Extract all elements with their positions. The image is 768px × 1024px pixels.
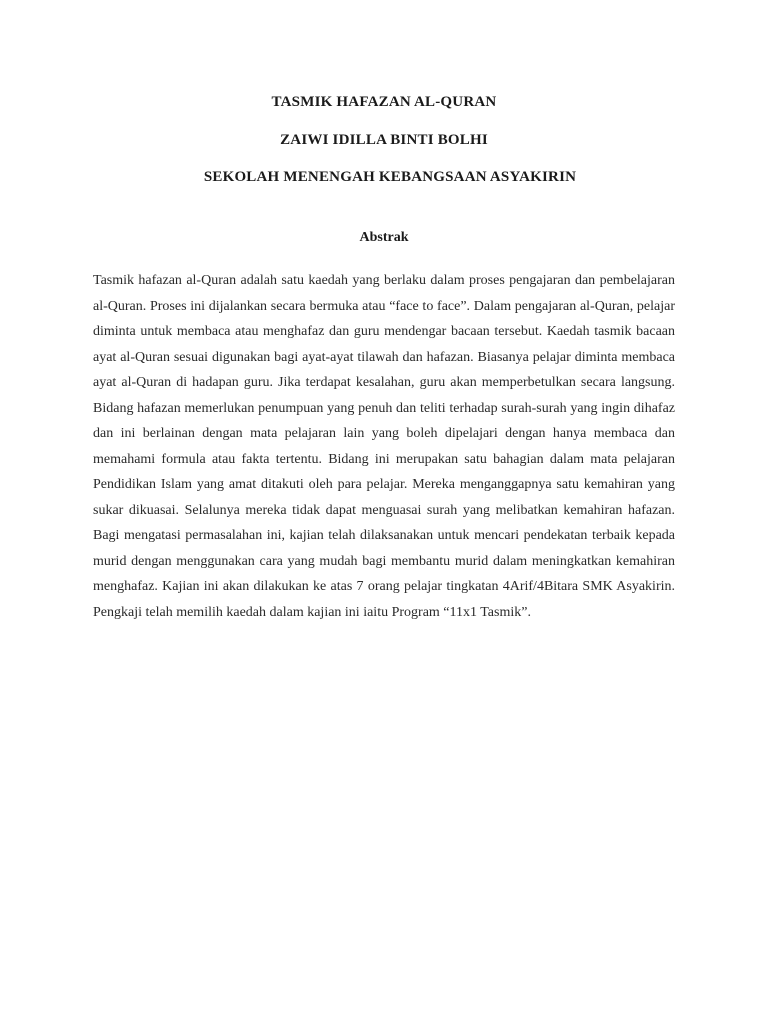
school-name: SEKOLAH MENENGAH KEBANGSAAN ASYAKIRIN — [203, 169, 577, 185]
abstract-paragraph: Tasmik hafazan al-Quran adalah satu kaedah yang berlaku dalam proses pengajaran dan pembelajaran al-Quran. Proses ini dijalankan secara bermuka atau “face to face”. Dalam pengajaran al-Quran, pelajar diminta untuk membaca atau menghafaz dan guru mendengar bacaan tersebut. Kaedah tasmik bacaan ayat al-Quran sesuai digunakan bagi ayat-ayat tilawah dan hafazan. Biasanya pelajar diminta membaca ayat al-Quran di hadapan guru. Jika terdapat kesalahan, guru akan memperbetulkan secara langsung. Bidang hafazan memerlukan penumpuan yang penuh dan teliti terhadap surah-surah yang ingin dihafaz dan ini berlainan dengan mata pelajaran lain yang boleh dipelajari dengan hanya membaca dan memahami formula atau fakta tertentu. Bidang ini merupakan satu bahagian dalam mata pelajaran Pendidikan Islam yang amat ditakuti oleh para pelajar. Mereka menganggapnya satu kemahiran yang sukar dikuasai. Selalunya mereka tidak dapat menguasai surah yang melibatkan kemahiran hafazan. Bagi mengatasi permasalahan ini, kajian telah dilaksanakan untuk mencari pendekatan terbaik kepada murid dengan menggunakan cara yang mudah bagi membantu murid dalam meningkatkan kemahiran menghafaz. Kajian ini akan dilakukan ke atas 7 orang pelajar tingkatan 4Arif/4Bitara SMK Asyakirin. Pengkaji telah memilih kaedah dalam kajian ini iaitu Program “11x1 Tasmik”. — [93, 273, 675, 620]
abstract-heading: Abstrak — [359, 230, 409, 245]
author-name: ZAIWI IDILLA BINTI BOLHI — [280, 132, 488, 148]
document-title: TASMIK HAFAZAN AL-QURAN — [271, 94, 497, 110]
